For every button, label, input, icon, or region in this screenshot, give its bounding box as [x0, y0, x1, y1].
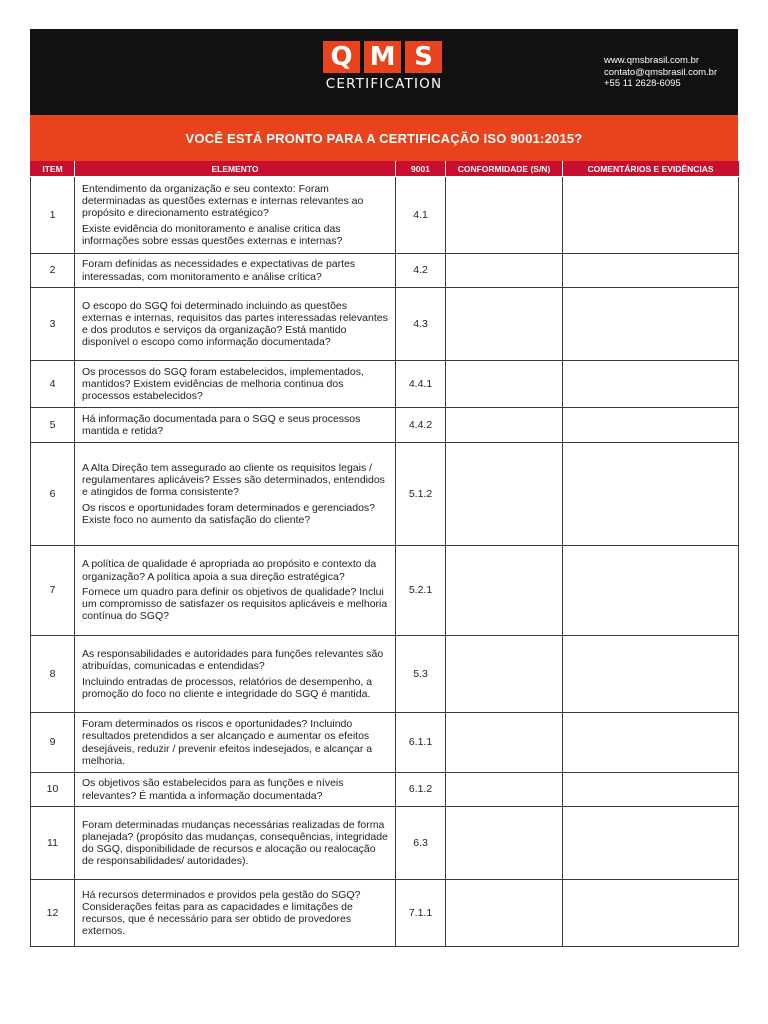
comentarios-cell[interactable]: [563, 713, 739, 773]
conformidade-cell[interactable]: [446, 773, 563, 807]
column-header-elemento: ELEMENTO: [75, 161, 396, 177]
column-header-item: ITEM: [31, 161, 75, 177]
conformidade-cell[interactable]: [446, 443, 563, 546]
logo-letter-s: S: [405, 41, 442, 73]
comentarios-cell[interactable]: [563, 443, 739, 546]
item-number: 10: [31, 773, 75, 807]
conformidade-cell[interactable]: [446, 288, 563, 361]
comentarios-cell[interactable]: [563, 880, 739, 947]
document-header: [30, 29, 738, 115]
elemento-text: Incluindo entradas de processos, relatórios de desempenho, a promoção do foco no cliente e integridade do SGQ é mantida.: [82, 675, 373, 700]
elemento-text: Foram determinados os riscos e oportunidades? Incluindo resultados pretendidos a ser alcançado e aumentar os efeitos desejáveis, reduzir / prevenir efeitos indesejados, e alcançar a melhoria.: [82, 718, 373, 767]
column-header-9001: 9001: [396, 161, 446, 177]
table-row: [31, 636, 739, 713]
comentarios-cell[interactable]: [563, 361, 739, 408]
table-row: [31, 408, 739, 443]
elemento-cell: [75, 807, 396, 880]
elemento-text: Existe evidência do monitoramento e analise critica das informações sobre essas questões externas e internas?: [82, 222, 343, 247]
iso-clause: 6.3: [396, 807, 446, 880]
phone-number: +55 11 2628-6095: [604, 78, 681, 89]
website-link[interactable]: www.qmsbrasil.com.br: [604, 55, 700, 66]
logo-letters: [323, 41, 445, 73]
conformidade-cell[interactable]: [446, 713, 563, 773]
comentarios-cell[interactable]: [563, 636, 739, 713]
elemento-cell: [75, 288, 396, 361]
table-row: [31, 254, 739, 288]
logo-subtitle: CERTIFICATION: [325, 76, 443, 92]
iso-clause: 4.3: [396, 288, 446, 361]
comentarios-cell[interactable]: [563, 177, 739, 254]
iso-clause: 5.3: [396, 636, 446, 713]
comentarios-cell[interactable]: [563, 288, 739, 361]
item-number: 1: [31, 177, 75, 254]
email-link[interactable]: contato@qmsbrasil.com.br: [604, 66, 718, 78]
table-row: [31, 880, 739, 947]
elemento-cell: [75, 177, 396, 254]
elemento-text: Os riscos e oportunidades foram determinados e gerenciados? Existe foco no aumento da satisfação do cliente?: [82, 501, 375, 526]
elemento-text: Fornece um quadro para definir os objetivos de qualidade? Inclui um compromisso de satisfazer os requisitos aplicáveis e melhoria contínua do SGQ?: [82, 585, 388, 623]
elemento-text: Os processos do SGQ foram estabelecidos, implementados, mantidos? Existem evidências de melhoria continua dos processos estabelecidos?: [82, 365, 364, 403]
elemento-cell: [75, 408, 396, 443]
iso-clause: 6.1.2: [396, 773, 446, 807]
table-header-row: [31, 161, 739, 177]
column-header-conformidade: CONFORMIDADE (S/N): [446, 161, 563, 177]
item-number: 11: [31, 807, 75, 880]
table-row: [31, 807, 739, 880]
elemento-text: A política de qualidade é apropriada ao propósito e contexto da organização? A política apoia a sua direção estratégica?: [82, 558, 377, 583]
comentarios-cell[interactable]: [563, 773, 739, 807]
item-number: 12: [31, 880, 75, 947]
iso-clause: 4.2: [396, 254, 446, 288]
iso-clause: 7.1.1: [396, 880, 446, 947]
item-number: 2: [31, 254, 75, 288]
elemento-cell: [75, 443, 396, 546]
elemento-text: As responsabilidades e autoridades para funções relevantes são atribuídas, comunicadas e entendidas?: [82, 648, 384, 673]
table-row: [31, 177, 739, 254]
iso-clause: 5.2.1: [396, 546, 446, 636]
iso-clause: 4.4.2: [396, 408, 446, 443]
table-row: [31, 713, 739, 773]
comentarios-cell[interactable]: [563, 408, 739, 443]
iso-clause: 6.1.1: [396, 713, 446, 773]
iso-clause: 5.1.2: [396, 443, 446, 546]
elemento-text: O escopo do SGQ foi determinado incluindo as questões externas e internas, requisitos das partes interessadas relevantes e dos produtos e serviços da organização? Está mantido disponível o escopo como informação documentada?: [82, 299, 388, 349]
conformidade-cell[interactable]: [446, 636, 563, 713]
title-banner: [30, 115, 738, 161]
column-header-comentarios: COMENTÁRIOS E EVIDÊNCIAS: [563, 161, 739, 177]
conformidade-cell[interactable]: [446, 408, 563, 443]
logo-letter-q: Q: [323, 41, 360, 73]
conformidade-cell[interactable]: [446, 361, 563, 408]
item-number: 9: [31, 713, 75, 773]
elemento-text: Os objetivos são estabelecidos para as funções e níveis relevantes? É mantida a informação documentada?: [82, 777, 344, 802]
logo-letter-m: M: [364, 41, 401, 73]
comentarios-cell[interactable]: [563, 254, 739, 288]
table-row: [31, 443, 739, 546]
qms-logo: [323, 41, 445, 92]
conformidade-cell[interactable]: [446, 254, 563, 288]
elemento-text: Há recursos determinados e providos pela gestão do SGQ? Considerações feitas para as capacidades e limitações de recursos, que é necessário para ser obtido de provedores externos.: [82, 888, 361, 938]
table-row: [31, 361, 739, 408]
checklist-table: [30, 161, 739, 947]
item-number: 3: [31, 288, 75, 361]
elemento-text: A Alta Direção tem assegurado ao cliente os requisitos legais / regulamentares aplicáveis? Esses são determinados, entendidos e atingidos de forma consistente?: [82, 461, 385, 499]
elemento-cell: [75, 636, 396, 713]
elemento-cell: [75, 254, 396, 288]
elemento-cell: [75, 546, 396, 636]
comentarios-cell[interactable]: [563, 807, 739, 880]
table-body: [31, 177, 739, 947]
elemento-text: Foram determinadas mudanças necessárias realizadas de forma planejada? (propósito das mudanças, consequências, integridade do SGQ, disponibilidade de recursos e alocação ou realocação de responsabilidades/ autoridades).: [82, 818, 388, 868]
conformidade-cell[interactable]: [446, 177, 563, 254]
item-number: 7: [31, 546, 75, 636]
elemento-cell: [75, 880, 396, 947]
elemento-text: Foram definidas as necessidades e expectativas de partes interessadas, com monitoramento e análise crítica?: [82, 258, 356, 283]
elemento-cell: [75, 773, 396, 807]
table-row: [31, 546, 739, 636]
conformidade-cell[interactable]: [446, 546, 563, 636]
conformidade-cell[interactable]: [446, 880, 563, 947]
elemento-text: Entendimento da organização e seu contexto: Foram determinadas as questões externas e internas relevantes ao propósito e direcionamento estratégico?: [82, 182, 364, 220]
contact-info: [604, 55, 717, 90]
item-number: 5: [31, 408, 75, 443]
item-number: 6: [31, 443, 75, 546]
elemento-cell: [75, 713, 396, 773]
checklist-document: [30, 29, 738, 952]
banner-title: VOCÊ ESTÁ PRONTO PARA A CERTIFICAÇÃO ISO 9001:2015?: [185, 130, 583, 146]
comentarios-cell[interactable]: [563, 546, 739, 636]
elemento-cell: [75, 361, 396, 408]
iso-clause: 4.1: [396, 177, 446, 254]
table-row: [31, 288, 739, 361]
elemento-text: Há informação documentada para o SGQ e seus processos mantida e retida?: [82, 412, 361, 437]
item-number: 4: [31, 361, 75, 408]
table-row: [31, 773, 739, 807]
iso-clause: 4.4.1: [396, 361, 446, 408]
item-number: 8: [31, 636, 75, 713]
conformidade-cell[interactable]: [446, 807, 563, 880]
